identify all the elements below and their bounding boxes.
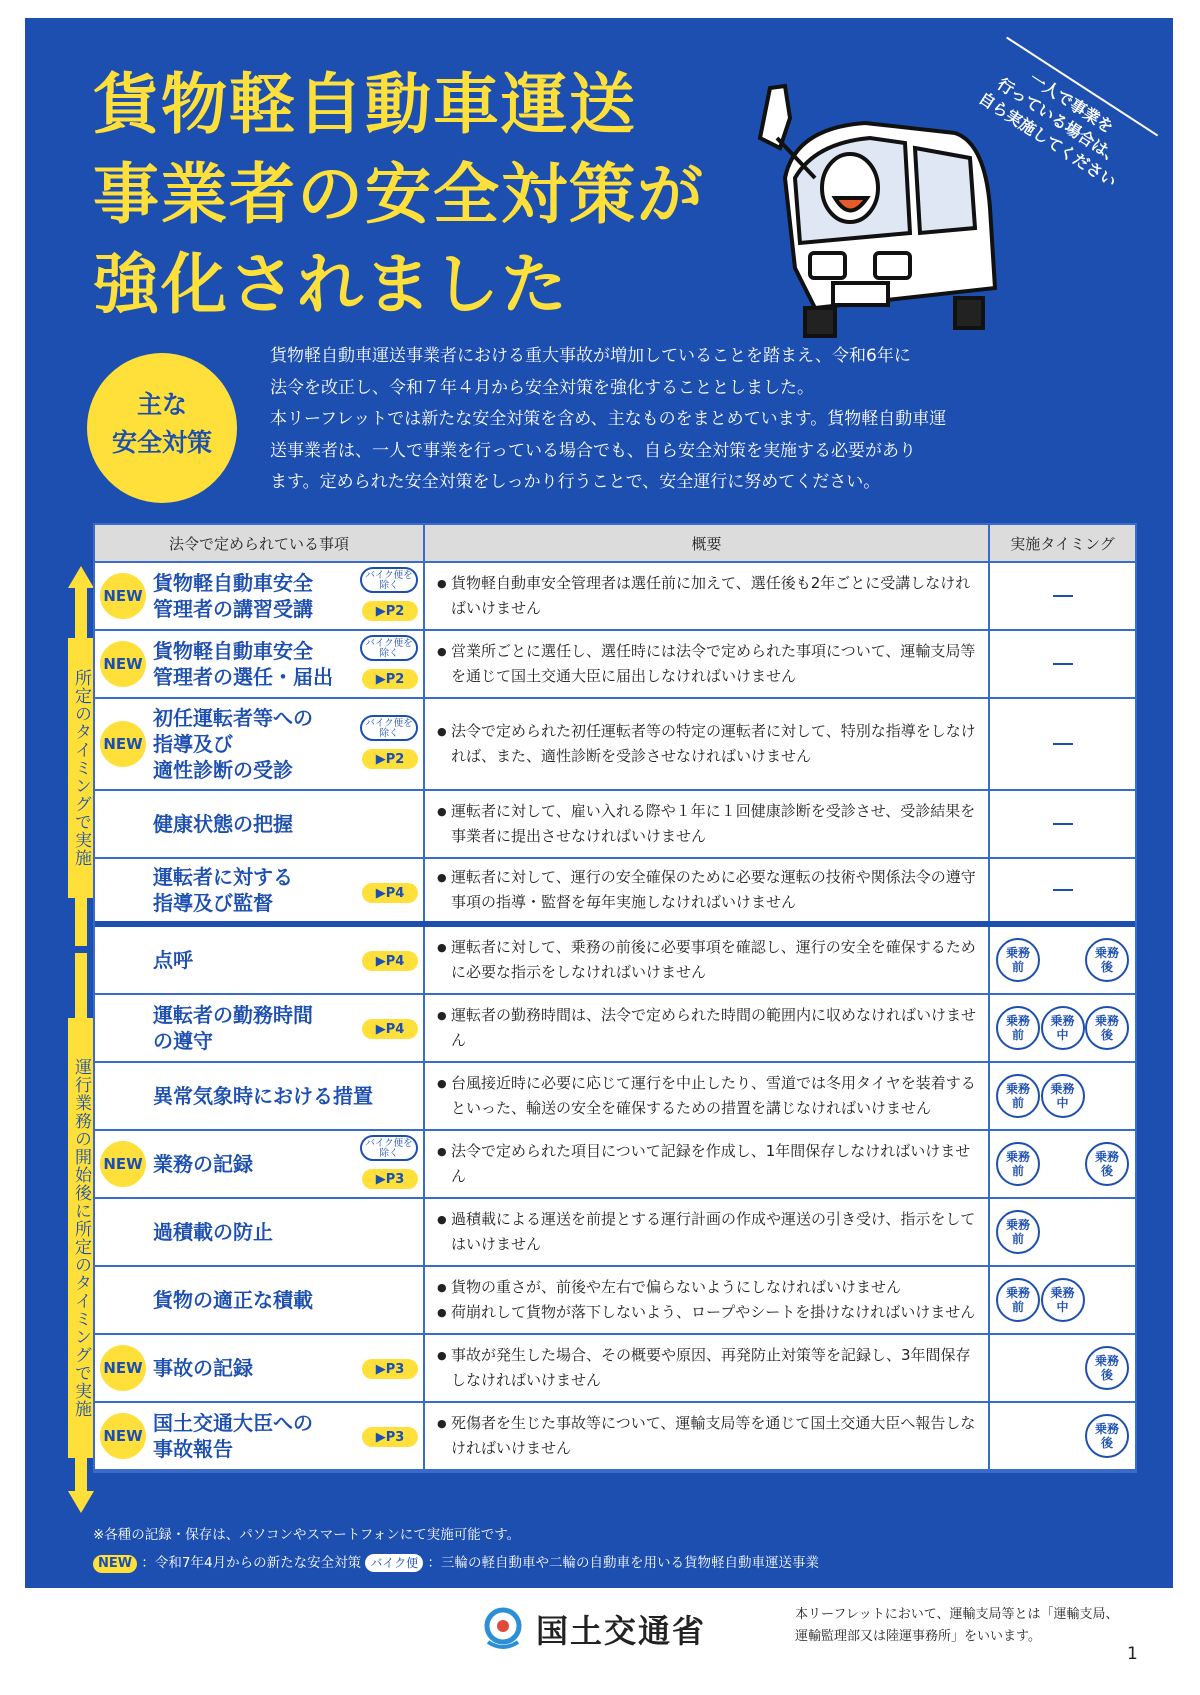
- item-cell: [95, 631, 425, 697]
- table-row: [95, 563, 1135, 631]
- new-badge: NEW: [100, 1345, 146, 1391]
- timing-cell: [990, 927, 1135, 993]
- no-timing-dash: [1053, 823, 1073, 825]
- timing-badge-label: 乗務前: [1005, 1218, 1030, 1246]
- new-badge: NEW: [100, 721, 146, 767]
- footnotes: [93, 1521, 819, 1577]
- table-row: [95, 1199, 1135, 1267]
- bike-exclusion-badge: バイク便を除く: [360, 567, 418, 593]
- badge-line-2: 安全対策: [111, 428, 212, 457]
- leaflet-sheet: [25, 18, 1173, 1678]
- timing-badge-label: 乗務前: [1005, 1082, 1030, 1110]
- timing-badge-label: 乗務中: [1050, 1082, 1075, 1110]
- table-row: [95, 1063, 1135, 1131]
- timing-cell: [990, 791, 1135, 857]
- item-name: 貨物軽自動車安全 管理者の講習受講: [153, 571, 313, 621]
- item-cell: [95, 699, 425, 789]
- page-ref-link[interactable]: ▶P2: [362, 601, 418, 621]
- item-name: 業務の記録: [153, 1152, 253, 1176]
- summary-cell: [425, 699, 990, 789]
- page-ref-link[interactable]: ▶P2: [362, 749, 418, 769]
- item-cell: [95, 1267, 425, 1333]
- page-ref-link[interactable]: ▶P3: [362, 1427, 418, 1447]
- no-timing-dash: [1053, 889, 1073, 891]
- item-cell: [95, 927, 425, 993]
- header-summary: 概要: [425, 525, 990, 561]
- item-name: 健康状態の把握: [153, 812, 293, 836]
- side-label-top: 所定のタイミングで実施: [68, 638, 94, 898]
- timing-badge-label: 乗務前: [1005, 1014, 1030, 1042]
- timing-badge-before: [996, 938, 1040, 982]
- no-timing-dash: [1053, 595, 1073, 597]
- legend-bike-desc: ：三輪の軽自動車や二輪の自動車を用いる貨物軽自動車運送事業: [427, 1555, 819, 1571]
- timing-badge-after: [1085, 1414, 1129, 1458]
- item-cell: [95, 1199, 425, 1265]
- timing-badge-label: 乗務後: [1094, 1150, 1119, 1178]
- summary-line: ● 法令で定められた初任運転者等の特定の運転者に対して、特別な指導をしなければ、また、適性診断を受診させなければいけません: [437, 719, 980, 769]
- summary-cell: [425, 1335, 990, 1401]
- mlit-emblem-icon: [480, 1606, 526, 1652]
- summary-line: ● 営業所ごとに選任し、選任時には法令で定められた事項について、運輸支局等を通じて国土交通大臣に届出しなければいけません: [437, 639, 980, 689]
- item-cell: [95, 1131, 425, 1197]
- item-name: 異常気象時における措置: [153, 1084, 373, 1108]
- table-header: [95, 525, 1135, 563]
- timing-badge-label: 乗務中: [1050, 1014, 1075, 1042]
- new-badge: NEW: [100, 1413, 146, 1459]
- timing-cell: [990, 699, 1135, 789]
- timing-badge-during: [1041, 1278, 1085, 1322]
- legend-bike-badge: バイク便: [365, 1554, 423, 1572]
- timing-badge-label: 乗務前: [1005, 1150, 1030, 1178]
- side-label-bottom: 運行業務の開始後に所定のタイミングで実施: [68, 1018, 94, 1458]
- intro-line: ます。定められた安全対策をしっかり行うことで、安全運行に努めてください。: [270, 472, 881, 492]
- timing-badge-label: 乗務後: [1094, 1014, 1119, 1042]
- timing-badge-before: [996, 1142, 1040, 1186]
- item-cell: [95, 791, 425, 857]
- summary-line: ● 法令で定められた項目について記録を作成し、1年間保存しなければいけません: [437, 1139, 980, 1189]
- table-row: [95, 631, 1135, 699]
- item-name: 貨物の適正な積載: [153, 1288, 313, 1312]
- title-line-2: 事業者の安全対策が: [93, 156, 705, 233]
- summary-line: ● 運転者に対して、乗務の前後に必要事項を確認し、運行の安全を確保するために必要な指示をしなければいけません: [437, 935, 980, 985]
- summary-cell: [425, 859, 990, 921]
- timing-cell: [990, 1199, 1135, 1265]
- item-cell: [95, 859, 425, 921]
- item-name: 初任運転者等への 指導及び 適性診断の受診: [153, 706, 313, 782]
- summary-cell: [425, 563, 990, 629]
- timing-badge-after: [1085, 938, 1129, 982]
- table-row: [95, 859, 1135, 927]
- timing-badge-before: [996, 1006, 1040, 1050]
- timing-cell: [990, 631, 1135, 697]
- summary-line: ● 運転者に対して、運行の安全確保のために必要な運転の技術や関係法令の遵守事項の指導・監督を毎年実施しなければいけません: [437, 865, 980, 915]
- summary-cell: [425, 1403, 990, 1469]
- summary-line: ● 事故が発生した場合、その概要や原因、再発防止対策等を記録し、3年間保存しなければいけません: [437, 1343, 980, 1393]
- summary-line: ● 貨物の重さが、前後や左右で偏らないようにしなければいけません: [437, 1275, 980, 1300]
- timing-badge-after: [1085, 1346, 1129, 1390]
- item-cell: [95, 563, 425, 629]
- bike-exclusion-badge: バイク便を除く: [360, 715, 418, 741]
- speech-note: 一人で事業を 行っている場合は、 自ら実施してください: [942, 37, 1158, 236]
- summary-cell: [425, 1267, 990, 1333]
- timing-badge-label: 乗務後: [1094, 1354, 1119, 1382]
- footer-note-line: 本リーフレットにおいて、運輸支局等とは「運輸支局、: [795, 1607, 1119, 1622]
- page-ref-link[interactable]: ▶P4: [362, 1019, 418, 1039]
- ministry-logo: [480, 1606, 706, 1652]
- table-row: [95, 927, 1135, 995]
- timing-cell: [990, 1131, 1135, 1197]
- intro-text: [270, 341, 1030, 499]
- summary-line: ● 運転者の勤務時間は、法令で定められた時間の範囲内に収めなければいけません: [437, 1003, 980, 1053]
- summary-line: ● 貨物軽自動車安全管理者は選任前に加えて、選任後も2年ごとに受講しなければいけません: [437, 571, 980, 621]
- footer-note: [795, 1604, 1118, 1648]
- footnote-records: ※各種の記録・保存は、パソコンやスマートフォンにて実施可能です。: [93, 1527, 521, 1543]
- page-ref-link[interactable]: ▶P3: [362, 1169, 418, 1189]
- intro-line: 本リーフレットでは新たな安全対策を含め、主なものをまとめています。貨物軽自動車運: [270, 409, 947, 429]
- header-timing: 実施タイミング: [1010, 534, 1115, 553]
- ministry-name: 国土交通省: [536, 1612, 707, 1650]
- table-row: [95, 995, 1135, 1063]
- timing-cell: [990, 563, 1135, 629]
- summary-cell: [425, 995, 990, 1061]
- table-body: [95, 563, 1135, 1471]
- timing-badge-before: [996, 1278, 1040, 1322]
- no-timing-dash: [1053, 663, 1073, 665]
- timing-badge-label: 乗務後: [1094, 946, 1119, 974]
- timing-cell: [990, 1063, 1135, 1129]
- page-ref-link[interactable]: ▶P4: [362, 951, 418, 971]
- summary-cell: [425, 1199, 990, 1265]
- summary-line: ● 荷崩れして貨物が落下しないよう、ロープやシートを掛けなければいけません: [437, 1300, 980, 1325]
- bike-exclusion-badge: バイク便を除く: [360, 635, 418, 661]
- main-measures-badge: [87, 353, 237, 503]
- summary-line: ● 過積載による運送を前提とする運行計画の作成や運送の引き受け、指示をしてはいけません: [437, 1207, 980, 1257]
- summary-cell: [425, 927, 990, 993]
- badge-line-1: 主な: [136, 390, 187, 419]
- title-line-3: 強化されました: [93, 246, 569, 323]
- page-ref-link[interactable]: ▶P4: [362, 883, 418, 903]
- item-cell: [95, 1403, 425, 1469]
- summary-line: ● 運転者に対して、雇い入れる際や１年に１回健康診断を受診させ、受診結果を事業者に提出させなければいけません: [437, 799, 980, 849]
- title-line-1: 貨物軽自動車運送: [93, 66, 637, 143]
- timing-badge-during: [1041, 1006, 1085, 1050]
- timing-cell: [990, 1335, 1135, 1401]
- summary-cell: [425, 1131, 990, 1197]
- table-row: [95, 1131, 1135, 1199]
- footer: [25, 1588, 1173, 1678]
- timing-badge-after: [1085, 1142, 1129, 1186]
- bike-exclusion-badge: バイク便を除く: [360, 1135, 418, 1161]
- item-cell: [95, 1335, 425, 1401]
- footnote-legend: [93, 1549, 819, 1577]
- table-row: [95, 1403, 1135, 1471]
- item-name: 運転者の勤務時間 の遵守: [153, 1003, 313, 1053]
- item-cell: [95, 1063, 425, 1129]
- no-timing-dash: [1053, 743, 1073, 745]
- footer-note-line: 運輸監理部又は陸運事務所」をいいます。: [795, 1629, 1041, 1644]
- timing-badge-before: [996, 1210, 1040, 1254]
- timing-badge-label: 乗務後: [1094, 1422, 1119, 1450]
- item-name: 貨物軽自動車安全 管理者の選任・届出: [153, 639, 333, 689]
- new-badge: NEW: [100, 641, 146, 687]
- item-name: 過積載の防止: [153, 1220, 273, 1244]
- timing-badge-label: 乗務中: [1050, 1286, 1075, 1314]
- intro-line: 貨物軽自動車運送事業者における重大事故が増加していることを踏まえ、令和6年に: [270, 346, 911, 366]
- summary-cell: [425, 631, 990, 697]
- table-row: [95, 699, 1135, 791]
- page-title: [93, 60, 705, 330]
- summary-cell: [425, 1063, 990, 1129]
- header-item: 法令で定められている事項: [95, 525, 425, 561]
- new-badge: NEW: [100, 1141, 146, 1187]
- page-ref-link[interactable]: ▶P3: [362, 1359, 418, 1379]
- item-cell: [95, 995, 425, 1061]
- timing-cell: [990, 1267, 1135, 1333]
- table-row: [95, 791, 1135, 859]
- timing-cell: [990, 1403, 1135, 1469]
- timing-badge-label: 乗務前: [1005, 946, 1030, 974]
- summary-line: ● 死傷者を生じた事故等について、運輸支局等を通じて国土交通大臣へ報告しなければいけません: [437, 1411, 980, 1461]
- measures-table: [93, 523, 1137, 1473]
- summary-line: ● 台風接近時に必要に応じて運行を中止したり、雪道では冬用タイヤを装着するといった、輸送の安全を確保するための措置を講じなければいけません: [437, 1071, 980, 1121]
- page-ref-link[interactable]: ▶P2: [362, 669, 418, 689]
- legend-new-desc: ：令和7年4月からの新たな安全対策: [141, 1555, 362, 1571]
- timing-badge-after: [1085, 1006, 1129, 1050]
- timing-cell: [990, 995, 1135, 1061]
- new-badge: NEW: [100, 573, 146, 619]
- timing-cell: [990, 859, 1135, 921]
- item-name: 運転者に対する 指導及び監督: [153, 865, 293, 915]
- item-name: 国土交通大臣への 事故報告: [153, 1411, 313, 1461]
- timing-badge-label: 乗務前: [1005, 1286, 1030, 1314]
- summary-cell: [425, 791, 990, 857]
- item-name: 事故の記録: [153, 1356, 253, 1380]
- item-name: 点呼: [153, 948, 193, 972]
- legend-new-badge: NEW: [93, 1555, 137, 1573]
- table-row: [95, 1267, 1135, 1335]
- intro-line: 送事業者は、一人で事業を行っている場合でも、自ら安全対策を実施する必要があり: [270, 440, 916, 461]
- table-row: [95, 1335, 1135, 1403]
- timing-badge-before: [996, 1074, 1040, 1118]
- intro-line: 法令を改正し、令和７年４月から安全対策を強化することとしました。: [270, 377, 814, 398]
- timing-badge-during: [1041, 1074, 1085, 1118]
- page-number: 1: [1127, 1644, 1138, 1664]
